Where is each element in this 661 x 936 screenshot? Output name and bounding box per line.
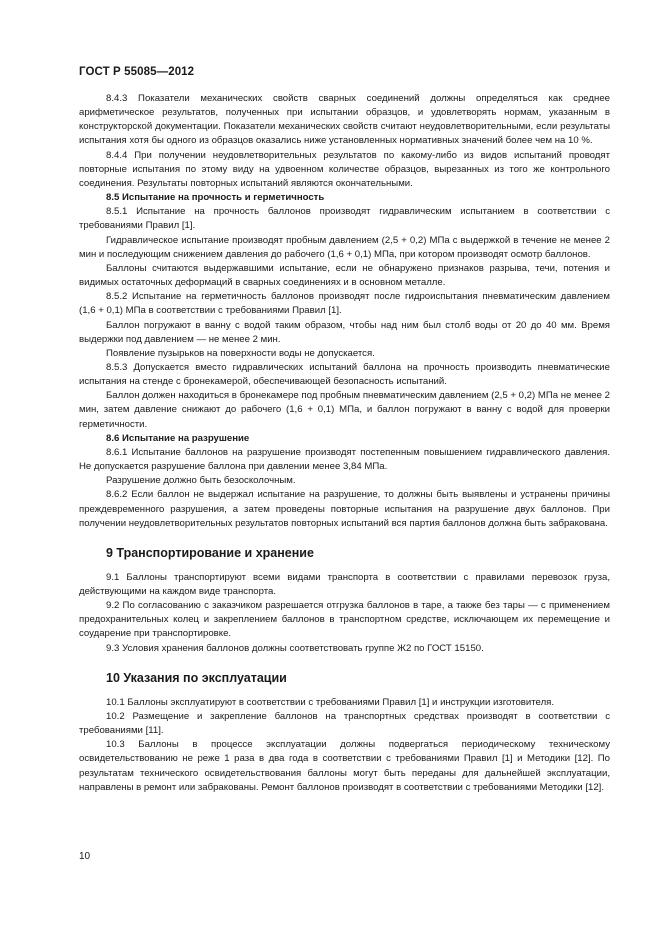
standard-designation: ГОСТ Р 55085—2012 [79,66,195,78]
section-heading-9: 9 Транспортирование и хранение [106,545,314,560]
paragraph-water-bath: Баллон погружают в ванну с водой таким образом, чтобы над ним был столб воды от 20 до 40 мм. Время выдержки под давлением — не менее 2 мин. [79,319,610,345]
clause-9-2: 9.2 По согласованию с заказчиком разрешается отгрузка баллонов в таре, а также без тары — с применением предохранительных колец и закреплением баллонов в транспортном средстве, исключающем их перемещение и соударение при транспортировке. [79,600,610,640]
paragraph-test-passed: Баллоны считаются выдержавшими испытание, если не обнаружено признаков разрыва, течи, потения и видимых остаточных деформаций в сварных соединениях и в основном металле. [79,262,610,289]
subsection-heading-8-6: 8.6 Испытание на разрушение [106,432,250,444]
clause-8-6-2: 8.6.2 Если баллон не выдержал испытание на разрушение, то должны быть выявлены и устранены причины преждевременного разрушения, а затем проведены повторные испытания на разрушение двух баллонов. При получении неудовлетворительных результатов повторных испытаний вся партия баллонов должна быть забракована. [79,489,610,529]
subsection-heading-8-5: 8.5 Испытание на прочность и герметичность [106,192,325,204]
clause-10-3: 10.3 Баллоны в процессе эксплуатации должны подвергаться периодическому техническому освидетельствованию не реже 1 раза в два года в соответствии с требованиями Правил [1] и Методики [12]. По результатам технического освидетельствования баллоны могут быть переданы для дальнейшей эксплуатации, направлены в ремонт или забракованы. Ремонт баллонов производят в соответствии с требованиями Методики [12]. [79,739,610,793]
clause-10-1: 10.1 Баллоны эксплуатируют в соответствии с требованиями Правил [1] и инструкции изготовителя. [106,696,555,708]
paragraph-armored-chamber: Баллон должен находиться в бронекамере под пробным пневматическим давлением (2,5 + 0,2) МПа не менее 2 мин, затем давление снижают до рабочего (1,6 + 0,1) МПа, и баллон погружают в ванну с водой для проверки герметичности. [79,390,610,430]
clause-8-6-1: 8.6.1 Испытание баллонов на разрушение производят постепенным повышением гидравлического давления. Не допускается разрушение баллона при давлении менее 3,84 МПа. [79,446,610,473]
clause-8-5-3: 8.5.3 Допускается вместо гидравлических испытаний баллона на прочность производить пневматические испытания на стенде с бронекамерой, обеспечивающей безопасность испытаний. [79,361,610,388]
clause-8-4-3: 8.4.3 Показатели механических свойств сварных соединений должны определяться как среднее арифметическое результатов, полученных при испытании образцов, и удовлетворять нормам, указанным в конструкторской документации. Показатели механических свойств считают неудовлетворительными, если результаты испытания хотя бы одного из образцов оказались ниже установленных нормативных значений более чем на 10 %. [79,93,610,147]
paragraph-no-fragments: Разрушение должно быть безосколочным. [106,475,296,487]
page-body [79,92,610,795]
clause-8-4-4: 8.4.4 При получении неудовлетворительных результатов по какому-либо из видов испытаний проводят повторные испытания по этому виду на удвоенном количестве образцов, вырезанных из того же контрольного соединения. Результаты повторных испытаний являются окончательными. [79,149,610,189]
paragraph-hydraulic-test: Гидравлическое испытание производят пробным давлением (2,5 + 0,2) МПа с выдержкой в течение не менее 2 мин и последующим снижением давления до рабочего (1,6 + 0,1) МПа, при котором производят осмотр баллонов. [79,234,610,260]
clause-10-2: 10.2 Размещение и закрепление баллонов на транспортных средствах производят в соответствии с требованиями [11]. [79,710,610,737]
page-number: 10 [79,851,91,862]
clause-9-3: 9.3 Условия хранения баллонов должны соответствовать группе Ж2 по ГОСТ 15150. [106,642,484,654]
clause-8-5-1: 8.5.1 Испытание на прочность баллонов производят гидравлическим испытанием в соответствии с требованиями Правил [1]. [79,206,610,232]
clause-8-5-2: 8.5.2 Испытание на герметичность баллонов производят после гидроиспытания пневматическим давлением (1,6 + 0,1) МПа в соответствии с требованиями Правил [1]. [79,291,610,317]
section-heading-10: 10 Указания по эксплуатации [106,670,287,685]
paragraph-bubbles: Появление пузырьков на поверхности воды не допускается. [106,347,375,359]
clause-9-1: 9.1 Баллоны транспортируют всеми видами транспорта в соответствии с правилами перевозок груза, действующими на каждом виде транспорта. [79,571,610,597]
